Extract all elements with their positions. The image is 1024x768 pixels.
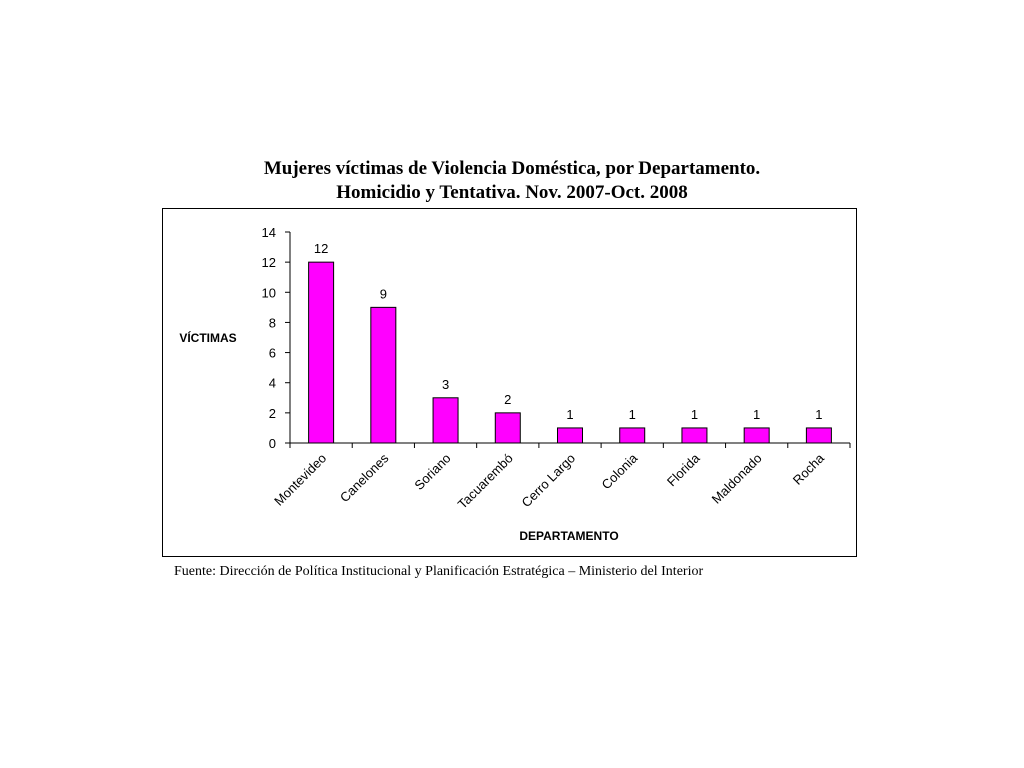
y-tick-label: 0 [268,436,276,451]
bar-value-label: 1 [566,406,574,422]
category-label: Tacuarembó [454,450,516,512]
y-tick-label: 10 [261,285,276,301]
bar-chart [163,209,858,558]
y-axis-title: VÍCTIMAS [179,331,237,345]
source-note: Fuente: Dirección de Política Institucional y Planificación Estratégica – Ministerio del Interior [174,564,704,579]
bar-value-label: 9 [379,286,387,302]
y-tick-label: 6 [268,345,276,361]
bar [495,413,520,443]
bar-value-label: 1 [628,406,636,422]
bar-value-label: 1 [753,406,761,422]
category-label: Montevideo [271,450,330,509]
category-label: Rocha [789,450,828,488]
category-label: Soriano [411,450,454,493]
bar-value-label: 1 [690,406,699,422]
y-tick-label: 4 [268,375,276,391]
bar-value-label: 1 [815,406,823,422]
chart-frame [162,208,857,557]
bar [433,398,458,443]
x-axis-title: DEPARTAMENTO [519,529,619,543]
bar [744,428,769,443]
y-tick-label: 14 [261,225,276,240]
category-label: Canelones [336,450,392,506]
chart-title-line-2: Homicidio y Tentativa. Nov. 2007-Oct. 2008 [336,182,688,203]
bar [806,428,831,443]
chart-title-line-1: Mujeres víctimas de Violencia Doméstica, por Departamento. [263,158,761,179]
bar [558,428,583,443]
bar [620,428,645,443]
category-label: Maldonado [708,450,765,507]
bar-value-label: 3 [441,376,450,392]
category-label: Colonia [598,450,641,493]
bar-value-label: 2 [504,391,512,407]
category-label: Cerro Largo [518,450,579,511]
bar-value-label: 12 [313,241,329,257]
y-tick-label: 8 [268,315,276,331]
bar [371,307,396,443]
bar [309,262,334,443]
category-label: Florida [663,450,703,490]
y-tick-label: 12 [261,255,276,271]
bar [682,428,707,443]
y-tick-label: 2 [268,405,276,421]
